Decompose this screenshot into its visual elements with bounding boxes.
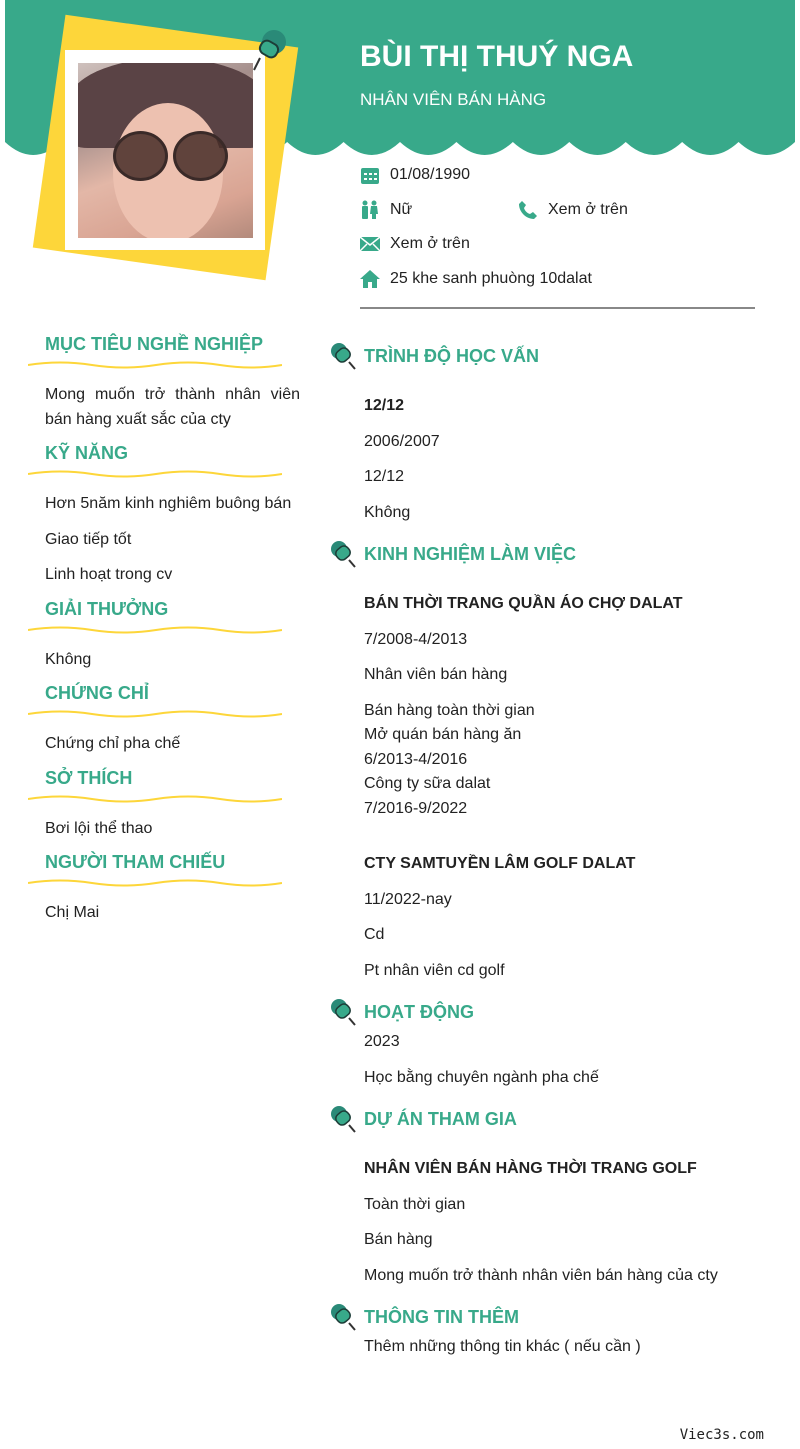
home-icon <box>360 269 380 289</box>
divider <box>360 307 755 309</box>
activity-time: 2023 <box>364 1033 400 1050</box>
section-heading: MỤC TIÊU NGHỀ NGHIỆP <box>45 334 264 354</box>
birthday-row <box>360 165 470 185</box>
email-icon <box>360 234 380 254</box>
section-item: Chị Mai <box>45 904 100 921</box>
section-item: Bơi lội thể thao <box>45 819 153 837</box>
job-role: Nhân viên bán hàng <box>364 666 508 683</box>
squiggle-divider <box>28 469 282 479</box>
job-time: 7/2008-4/2013 <box>364 630 468 648</box>
phone-text: Xem ở trên <box>548 201 628 218</box>
email-row <box>360 234 470 254</box>
gender-text: Nữ <box>390 201 413 218</box>
pushpin-icon <box>330 1303 356 1331</box>
email-text: Xem ở trên <box>390 235 470 252</box>
avatar-photo <box>78 63 253 238</box>
job-company: BÁN THỜI TRANG QUẦN ÁO CHỢ DALAT <box>364 595 683 612</box>
candidate-name: BÙI THỊ THUÝ NGA <box>360 40 634 73</box>
section-item: Linh hoạt trong cv <box>45 566 173 583</box>
pushpin-icon <box>330 342 356 370</box>
pushpin-icon <box>330 540 356 568</box>
section-heading: NGƯỜI THAM CHIẾU <box>45 852 226 872</box>
section-item: Mong muốn trở thành nhân viên bán hàng xuất sắc của cty <box>45 386 300 428</box>
project-time: Toàn thời gian <box>364 1195 466 1213</box>
extra-description: Thêm những thông tin khác ( nếu cần ) <box>364 1338 641 1355</box>
calendar-icon <box>360 165 380 185</box>
squiggle-divider <box>28 709 282 719</box>
gender-row <box>360 200 412 220</box>
extra-heading: THÔNG TIN THÊM <box>330 1299 750 1335</box>
education-school: 12/12 <box>364 397 405 414</box>
footer-brand: Viec3s.com <box>679 1427 764 1443</box>
pushpin-icon <box>250 28 290 72</box>
section-heading: GIẢI THƯỞNG <box>45 598 169 619</box>
section-heading: SỞ THÍCH <box>45 767 133 788</box>
squiggle-divider <box>28 360 282 370</box>
section-item: Không <box>45 650 92 668</box>
activities-heading: HOẠT ĐỘNG <box>330 994 750 1030</box>
project-role: Bán hàng <box>364 1231 433 1248</box>
job-description: Pt nhân viên cd golf <box>364 961 505 979</box>
address-row <box>360 269 592 289</box>
education-major: 12/12 <box>364 468 405 485</box>
phone-icon <box>518 200 538 220</box>
squiggle-divider <box>28 625 282 635</box>
pushpin-icon <box>330 1105 356 1133</box>
right-column <box>330 338 750 1371</box>
section-item: Hơn 5năm kinh nghiêm buông bán <box>45 495 292 512</box>
projects-heading: DỰ ÁN THAM GIA <box>330 1101 750 1137</box>
section-item: Chứng chỉ pha chế <box>45 735 181 752</box>
job-role: Cd <box>364 926 385 943</box>
phone-row <box>518 200 628 220</box>
activity-description: Học bằng chuyên ngành pha chế <box>364 1068 599 1086</box>
project-description: Mong muốn trở thành nhân viên bán hàng của cty <box>364 1266 718 1284</box>
project-name: NHÂN VIÊN BÁN HÀNG THỜI TRANG GOLF <box>364 1160 697 1177</box>
section-heading: CHỨNG CHỈ <box>45 683 149 703</box>
left-column <box>28 334 300 937</box>
candidate-position: NHÂN VIÊN BÁN HÀNG <box>360 90 547 109</box>
squiggle-divider <box>28 878 282 888</box>
squiggle-divider <box>28 794 282 804</box>
pushpin-icon <box>330 998 356 1026</box>
job-time: 11/2022-nay <box>364 890 452 908</box>
education-time: 2006/2007 <box>364 432 440 450</box>
education-heading: TRÌNH ĐỘ HỌC VẤN <box>330 338 750 374</box>
birthday-text: 01/08/1990 <box>390 166 471 183</box>
job-description: Bán hàng toàn thời gian Mở quán bán hàng ăn 6/2013-4/2016 Công ty sữa dalat 7/2016-9/2022 <box>364 701 535 817</box>
job-company: CTY SAMTUYỀN LÂM GOLF DALAT <box>364 855 636 872</box>
section-heading: KỸ NĂNG <box>45 443 129 463</box>
education-note: Không <box>364 503 411 521</box>
address-text: 25 khe sanh phuòng 10dalat <box>390 270 592 287</box>
experience-heading: KINH NGHIỆM LÀM VIỆC <box>330 536 750 572</box>
gender-icon <box>360 200 380 220</box>
section-item: Giao tiếp tốt <box>45 530 132 548</box>
